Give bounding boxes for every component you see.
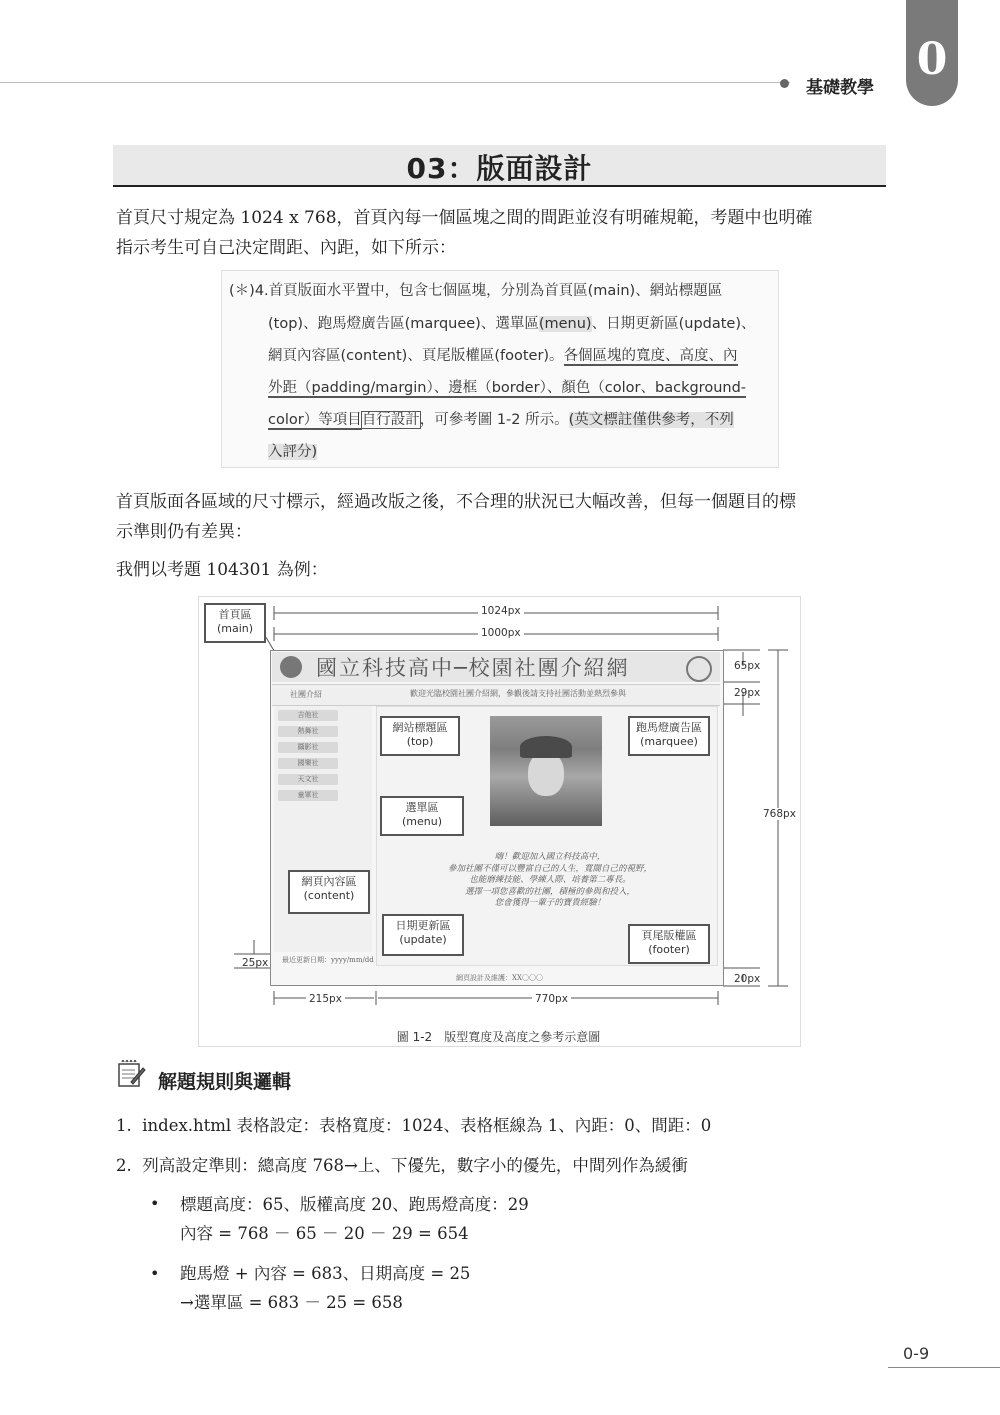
- update-text: 最近更新日期：yyyy/mm/dd: [282, 956, 374, 964]
- content-poem: 嗨！歡迎加入國立科技高中， 參加社團不僅可以豐富自己的人生，寬闊自己的視野， 也能磨練技能、學練人際、培養第二專長。 選擇一項您喜歡的社團，積極的參與和投入， 您會獲得一輩子的寶貴經驗！: [447, 852, 652, 908]
- emblem-icon: [686, 656, 712, 682]
- bullet: •: [150, 1194, 160, 1213]
- photo-hat: [520, 736, 572, 758]
- callout-menu: 選單區 (menu): [380, 796, 464, 836]
- spec-line-3: 網頁內容區(content)、頁尾版權區(footer)。各個區塊的寬度、高度、內: [268, 348, 738, 364]
- menu-item: 童軍社: [278, 790, 338, 801]
- marquee-text: 歡迎光臨校園社團介紹網，參觀後請支持社團活動並熱烈參與: [410, 689, 626, 698]
- dimension-line-1: 首頁版面各區域的尺寸標示，經過改版之後，不合理的狀況已大幅改善，但每一個題目的標: [116, 492, 796, 512]
- menu-item: 攝影社: [278, 742, 338, 753]
- spec-line-4: 外距（padding/margin）、邊框（border）、顏色（color、background-: [268, 380, 747, 396]
- dim-1024: 1024px: [478, 605, 524, 617]
- intro-line-2: 指示考生可自己決定間距、內距，如下所示：: [116, 238, 456, 258]
- header-bullet-dot: [780, 79, 789, 88]
- dim-25: 25px: [242, 957, 269, 969]
- menu-item: 吉他社: [278, 710, 338, 721]
- rules-title: 解題規則與邏輯: [158, 1071, 292, 1093]
- intro-line-1: 首頁尺寸規定為 1024 x 768，首頁內每一個區塊之間的間距並沒有明確規範，考題中也明確: [116, 208, 813, 228]
- figure-caption: 圖 1-2 版型寬度及高度之參考示意圖: [396, 1030, 601, 1044]
- dim-65: 65px: [734, 660, 761, 672]
- callout-footer: 頁尾版權區 (footer): [628, 924, 710, 964]
- dim-20: 20px: [734, 973, 761, 985]
- footer-rule: [888, 1367, 1000, 1368]
- menu-heading: 社團介紹: [290, 690, 322, 699]
- spec-line-6: 入評分): [268, 444, 318, 460]
- dim-215: 215px: [306, 993, 345, 1005]
- chapter-label: 基礎教學: [806, 78, 874, 98]
- spec-line-2: (top)、跑馬燈廣告區(marquee)、選單區(menu)、日期更新區(update)、: [268, 316, 756, 332]
- menu-item: 國樂社: [278, 758, 338, 769]
- notepad-pencil-icon: [116, 1058, 146, 1088]
- rule-sub-1: 標題高度：65、版權高度 20、跑馬燈高度：29 內容 = 768 － 65 － 20 － 29 = 654: [180, 1195, 529, 1243]
- callout-main: 首頁區 (main): [204, 603, 266, 643]
- menu-item: 天文社: [278, 774, 338, 785]
- bullet: •: [150, 1264, 160, 1283]
- school-logo-icon: [280, 656, 302, 678]
- spec-excerpt: [221, 270, 779, 468]
- rule-item-1: 1. index.html 表格設定：表格寬度：1024、表格框線為 1、內距：0、間距：0: [116, 1116, 712, 1135]
- callout-marquee: 跑馬燈廣告區 (marquee): [628, 716, 710, 756]
- dim-768: 768px: [763, 808, 796, 820]
- dim-770: 770px: [532, 993, 571, 1005]
- dim-1000: 1000px: [478, 627, 524, 639]
- menu-item: 熱舞社: [278, 726, 338, 737]
- rule-sub-2: 跑馬燈 + 內容 = 683、日期高度 = 25 →選單區 = 683 － 25 = 658: [180, 1264, 471, 1312]
- photo-face: [528, 752, 564, 796]
- rule-item-2: 2. 列高設定準則：總高度 768→上、下優先，數字小的優先，中間列作為緩衝: [116, 1156, 688, 1175]
- callout-top: 網站標題區 (top): [380, 716, 460, 756]
- header-rule: [0, 82, 790, 83]
- footer-text: 網頁設計及維護：XX〇〇〇: [456, 974, 543, 982]
- callout-update: 日期更新區 (update): [382, 914, 464, 956]
- chapter-number: 0: [916, 34, 948, 85]
- example-line: 我們以考題 104301 為例：: [116, 560, 328, 580]
- dimension-line-2: 示準則仍有差異：: [116, 522, 252, 542]
- spec-line-1: (＊)4.首頁版面水平置中，包含七個區塊，分別為首頁區(main)、網站標題區: [229, 283, 723, 299]
- dimension-paragraph: [116, 487, 796, 547]
- spec-line-5: color）等項目自行設計，可參考圖 1-2 所示。(英文標註僅供參考，不列: [268, 412, 734, 428]
- site-title: 國立科技高中─校園社團介紹網: [316, 656, 630, 680]
- section-title: 03：版面設計: [406, 152, 593, 185]
- intro-paragraph: [116, 203, 813, 263]
- page-number: 0-9: [903, 1344, 930, 1363]
- callout-content: 網頁內容區 (content): [288, 870, 370, 914]
- dim-29: 29px: [734, 687, 761, 699]
